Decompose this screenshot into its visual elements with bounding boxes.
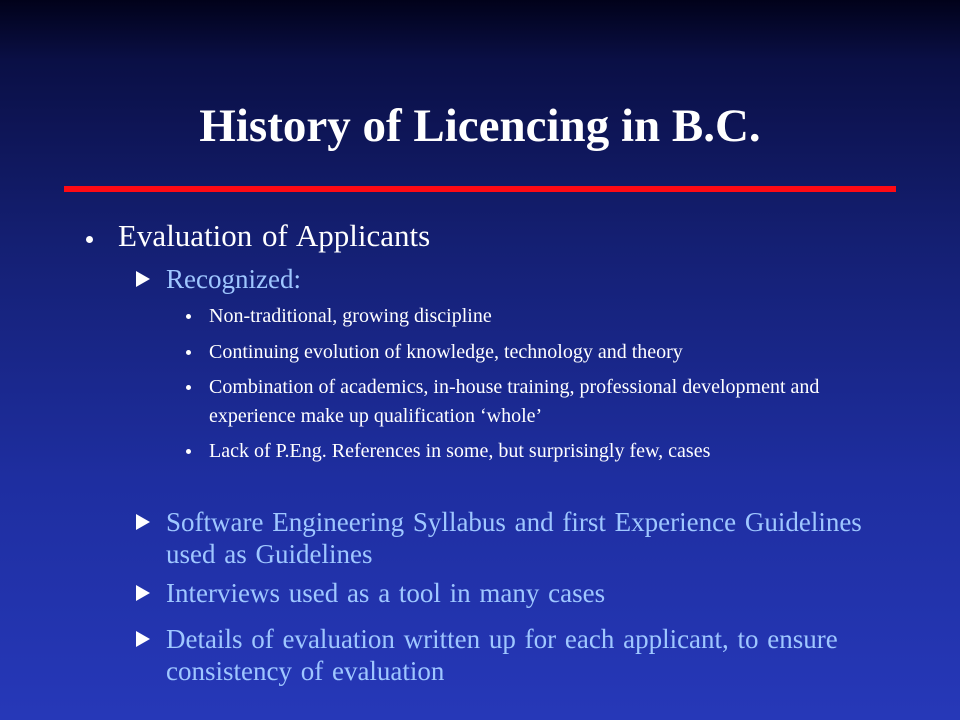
recognized-item-1: Non-traditional, growing discipline <box>209 305 492 327</box>
small-dot-bullet-icon <box>186 449 191 454</box>
triangle-bullet-icon <box>136 514 150 530</box>
subbullet-syllabus: Software Engineering Syllabus and first Experience Guidelines used as Guidelines <box>166 507 862 569</box>
triangle-bullet-icon <box>136 631 150 647</box>
triangle-bullet-icon <box>136 585 150 601</box>
small-dot-bullet-icon <box>186 314 191 319</box>
recognized-item-4: Lack of P.Eng. References in some, but surprisingly few, cases <box>209 440 711 462</box>
small-dot-bullet-icon <box>186 385 191 390</box>
bullet-evaluation-of-applicants: Evaluation of Applicants <box>118 218 431 253</box>
round-bullet-icon <box>86 236 93 243</box>
subbullet-recognized: Recognized: <box>166 264 301 294</box>
small-dot-bullet-icon <box>186 350 191 355</box>
triangle-bullet-icon <box>136 271 150 287</box>
subbullet-interviews: Interviews used as a tool in many cases <box>166 578 606 608</box>
recognized-item-3: Combination of academics, in-house training, professional development and experience make up qualification ‘whole’ <box>209 376 820 427</box>
recognized-item-2: Continuing evolution of knowledge, technology and theory <box>209 341 683 363</box>
slide-title: History of Licencing in B.C. <box>199 100 761 152</box>
title-divider <box>64 186 896 192</box>
subbullet-details: Details of evaluation written up for each applicant, to ensure consistency of evaluation <box>166 624 838 686</box>
